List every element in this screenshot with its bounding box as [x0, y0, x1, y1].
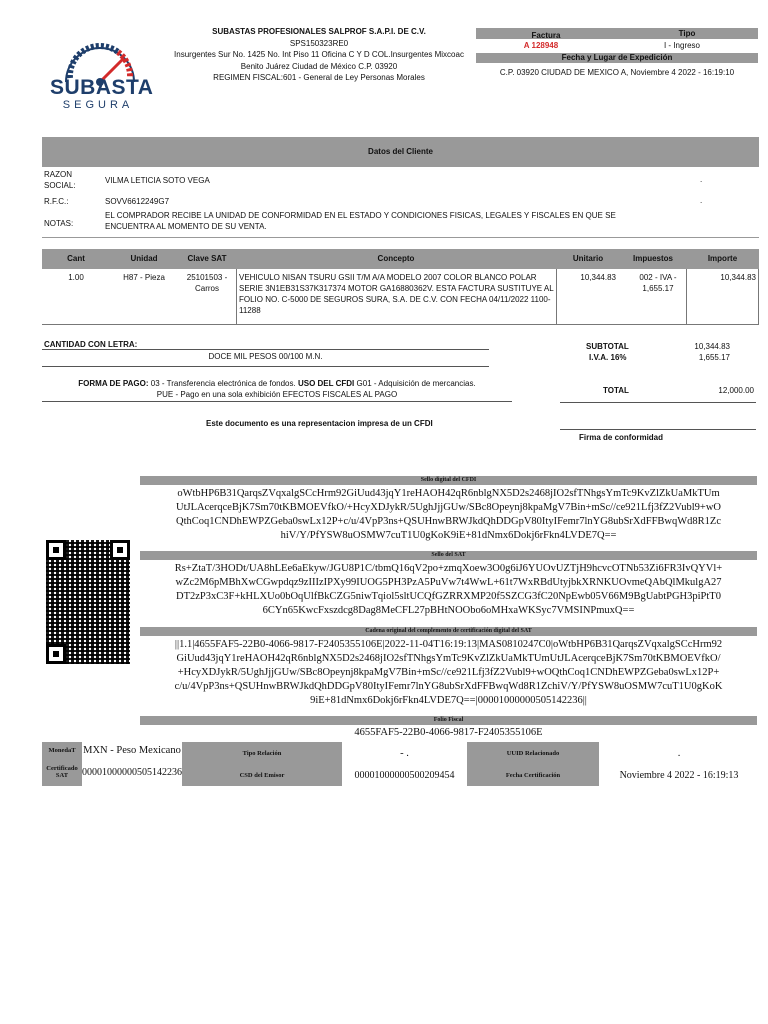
client-rfc-label: R.F.C.: — [44, 197, 69, 206]
client-razon-value: VILMA LETICIA SOTO VEGA — [105, 176, 210, 185]
cert-value: 00001000000505142236 — [82, 766, 182, 778]
cadena-original — [140, 627, 757, 708]
client-dot-1: . — [700, 175, 703, 184]
client-notas-label: NOTAS: — [44, 219, 74, 228]
fecha-value: C.P. 03920 CIUDAD DE MEXICO A, Noviembre 4 2022 - 16:19:10 — [499, 68, 735, 77]
row-impuestos: 002 - IVA - 1,655.17 — [639, 273, 677, 293]
row-unidad: H87 - Pieza — [123, 273, 165, 282]
company-address-1: Insurgentes Sur No. 1425 No. Int Piso 11 Oficina C Y D COL.Insurgentes Mixcoac — [174, 50, 464, 59]
col-header-concepto: Concepto — [377, 254, 415, 263]
company-address-2: Benito Juárez Ciudad de México C.P. 03920 — [240, 61, 398, 71]
tipo-relacion-label: Tipo Relación — [182, 742, 342, 764]
firma-label: Firma de conformidad — [579, 433, 664, 442]
csd-label: CSD del Emisor — [182, 764, 342, 786]
company-rfc: SPS150323RE0 — [289, 38, 349, 48]
col-header-cant: Cant — [67, 254, 85, 263]
invoice-box — [476, 28, 758, 84]
total-label: TOTAL — [603, 386, 629, 395]
sello-cfdi-title: Sello digital del CFDI — [140, 476, 757, 485]
folio-title: Folio Fiscal — [140, 716, 757, 725]
subtotal-value: 10,344.83 — [694, 342, 730, 351]
col-header-impuestos: Impuestos — [632, 254, 673, 263]
client-dot-2: . — [700, 196, 703, 205]
tipo-label: Tipo — [678, 29, 696, 38]
sello-sat-title: Sello del SAT — [140, 551, 757, 560]
client-razon-label: RAZON SOCIAL: — [44, 170, 76, 190]
company-logo — [48, 38, 154, 118]
iva-label: I.V.A. 16% — [589, 353, 627, 362]
col-header-unitario: Unitario — [572, 254, 604, 263]
sello-cfdi-text: oWtbHP6B31QarqsZVqxalgSCcHrm92GiUud43jqY1reHAOH42qR6nblgNX5D2s2468jIO2sfTNhgsYmTc9KvZlZkUaMkTUmUtJLAcerqceBjK7Sm70tKBMOEVfkO/+HcyXDJykR/5UghJjjGUw/SBc8Opeynj8kpaMgV7Bin+mSc//ce921Lfj3fZ2Vubl9+wOQthCoq1CNDhEWPZGeba0swLx12P+c/u/4VpP3ns+QSUHnwBRWJkdQhDDGpV80ItyIFemr7lnYG8ubSrXdFFBwqWd8R1ZchiV/Y/PfYSW8uOSMW7cuT1U0gKoK9iE+81dNmx6Dokj6rFkn4LVDE7Q== — [175, 488, 721, 541]
logo-wordmark: SUBASTA — [50, 76, 154, 99]
company-name: SUBASTAS PROFESIONALES SALPROF S.A.P.I. DE C.V. — [212, 27, 426, 36]
forma-pago-label: FORMA DE PAGO: — [78, 379, 149, 388]
subtotal-label: SUBTOTAL — [586, 342, 629, 351]
factura-number: A 128948 — [523, 41, 559, 50]
sello-cfdi — [140, 476, 757, 543]
folio-value: 4655FAF5-22B0-4066-9817-F2405355106E — [354, 727, 543, 738]
csd-value: 00001000000500209454 — [354, 769, 455, 781]
factura-label: Factura — [531, 31, 561, 40]
sello-sat — [140, 551, 757, 618]
company-regimen: REGIMEN FISCAL:601 - General de Ley Personas Morales — [213, 73, 425, 82]
cantidad-value: DOCE MIL PESOS 00/100 M.N. — [208, 352, 323, 361]
cadena-text: ||1.1|4655FAF5-22B0-4066-9817-F2405355106E|2022-11-04T16:19:13|MAS0810247C0|oWtbHP6B31QarqsZVqxalgSCcHrm92GiUud43jqY1reHAOH42qR6nblgNX5D2s2468jIO2sfTNhgsYmTc9KvZlZkUaMkTUmUtJLAcerqceBjK7Sm70tKBMOEVfkO/+HcyXDJykR/5UghJjjGUw/SBc8Opeynj8kpaMgV7Bin+mSc//ce921Lfj3fZ2Vubl9+wOQthCoq1CNDhEWPZGeba0swLx12P+c/u/4VpP3ns+QSUHnwBRWJkdQhDDGpV80ItyIFemr7lnYG8ubSrXdFFBwqWd8R1ZchiV/Y/PfYSW8uOSMW7cuT1U0gKoK9iE+81dNmx6Dokj6rFkn4LVDE7Q==|00001000000505142236|| — [174, 639, 723, 706]
fecha-cert-label: Fecha Certificación — [467, 764, 599, 786]
uuid-label: UUID Relacionado — [467, 742, 599, 764]
col-header-unidad: Unidad — [130, 254, 158, 263]
logo-subword: SEGURA — [62, 99, 134, 111]
fecha-cert-value: Noviembre 4 2022 - 16:19:13 — [619, 769, 739, 781]
forma-pago-value: 03 - Transferencia electrónica de fondos. — [150, 379, 296, 388]
uso-cfdi-label: USO DEL CFDI — [297, 379, 355, 388]
company-info — [168, 26, 470, 84]
row-cant: 1.00 — [68, 273, 84, 282]
client-header: Datos del Cliente — [42, 137, 759, 167]
col-header-clave: Clave SAT — [187, 254, 227, 263]
iva-value: 1,655.17 — [698, 353, 730, 362]
cfdi-representation-note: Este documento es una representacion impresa de un CFDI — [206, 419, 433, 428]
row-clave: 25101503 - Carros — [186, 273, 228, 293]
client-rfc-value: SOVV6612249G7 — [105, 197, 170, 206]
row-unitario: 10,344.83 — [580, 273, 616, 282]
uuid-value: . — [677, 747, 681, 759]
cantidad-label: CANTIDAD CON LETRA: — [44, 340, 138, 349]
payment-line — [42, 378, 512, 389]
footer-grid — [42, 742, 759, 786]
col-header-importe: Importe — [707, 254, 738, 263]
folio-fiscal — [140, 716, 757, 741]
row-concepto: VEHICULO NISAN TSURU GSII T/M A/A MODELO 2007 COLOR BLANCO POLAR SERIE 3N1EB31S37K317374 MOTOR GA16880362V. ESTA FACTURA SUSTITUYE AL FOLIO NO. C-5000 DE SEGUROS SURA, S.A. DE C.V. CON FECHA 04/11/2022 1100-11288 — [239, 273, 554, 315]
moneda-label: MonedaT — [42, 742, 82, 758]
tipo-value: I - Ingreso — [663, 41, 700, 50]
cert-label: Certificado SAT — [42, 758, 82, 786]
metodo-pago: PUE - Pago en una sola exhibición EFECTOS FISCALES AL PAGO — [156, 390, 398, 399]
fecha-label: Fecha y Lugar de Expedición — [476, 53, 758, 63]
qr-code — [46, 540, 130, 664]
row-importe: 10,344.83 — [720, 273, 756, 282]
table-row — [42, 269, 759, 325]
items-table — [42, 249, 759, 325]
uso-cfdi-value: G01 - Adquisición de mercancias. — [356, 379, 476, 388]
client-notas-value: EL COMPRADOR RECIBE LA UNIDAD DE CONFORMIDAD EN EL ESTADO Y CONDICIONES FISICAS, LEGALES Y FISCALES EN QUE SE ENCUENTRA AL MOMENTO DE SU VENTA. — [105, 211, 616, 231]
tipo-relacion-value: - . — [400, 747, 409, 759]
total-value: 12,000.00 — [718, 386, 754, 395]
moneda-value: MXN - Peso Mexicano — [83, 744, 181, 756]
cadena-title: Cadena original del complemento de certificación digital del SAT — [140, 627, 757, 636]
sello-sat-text: Rs+ZtaT/3HODt/UA8hLEe6aEkyw/JGU8P1C/tbmQ16qV2po+zmqXoew3O0g6iJ6YUOvUZTjH9hcvcOTNb53Zi6FR3IvQYVl+wZc2M6pMBhXwCGwpdqz9zIIIzIPXy99IUOG5PH3PzA5PuVw7t4WwL+61t7WxRBdUtyjbkXRNKUOvmeQAbQlMkulgA27DT2zP3xC3F+kHLXUo0bOqUlfBkCZG5niwTqiol5sltUCQfGZRRXMP20f5SZCG3fC20NpEwb05V66M9BgUabtPGH3piPtT06CYn65KwcFxszdcg8Dag8MeCFL27pBHtNOObo6oMHxaWKSyc7VMSINPmuxQ== — [174, 563, 723, 616]
